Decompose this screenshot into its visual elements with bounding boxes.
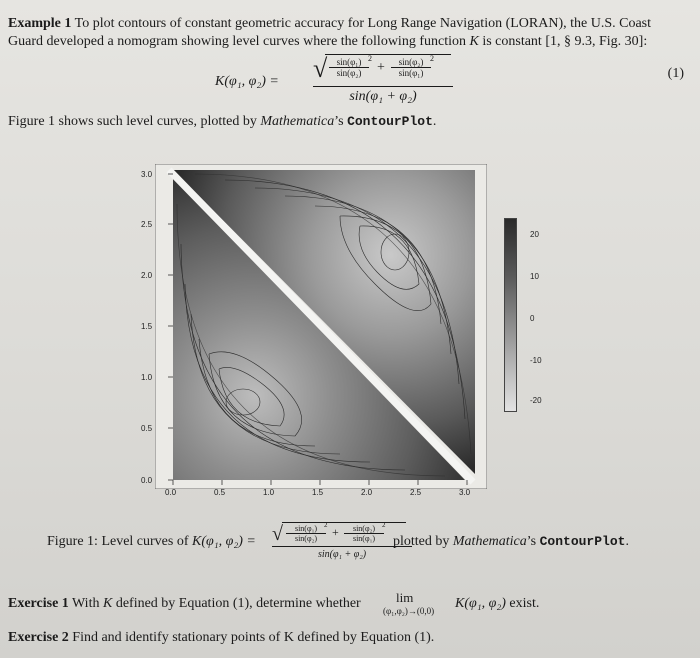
y-tick-2: 1.0 <box>141 373 153 382</box>
equation-1 <box>215 50 455 110</box>
caption-prefix <box>47 534 256 550</box>
y-tick-6: 3.0 <box>141 170 153 179</box>
inner-fraction-2-bottom: sin(φ₁) <box>398 68 424 78</box>
plus-sign: + <box>377 60 385 75</box>
exercise-1-k: K <box>102 596 113 611</box>
caption-text-a: Figure 1: Level curves of <box>47 534 193 549</box>
exercise-1-text-a: With <box>72 596 103 611</box>
caption-inner-2-top: sin(φ₂) <box>344 524 384 534</box>
caption-suffix <box>393 534 629 550</box>
x-tick-1: 0.5 <box>214 488 226 497</box>
equation-numerator <box>313 50 453 87</box>
example-k-symbol: K <box>469 34 479 49</box>
exponent-1: 2 <box>368 54 372 63</box>
example-text-1: To plot contours of constant geometric accuracy for Long Range Navigation (LORAN), the U.S. Coast <box>74 16 652 31</box>
caption-mathematica: Mathematica <box>452 534 527 549</box>
inner-fraction-1-top: sin(φ₁) <box>329 57 369 68</box>
caption-k: K(φ₁, φ₂) = <box>192 534 256 549</box>
figure-intro-text: Figure 1 shows such level curves, plotted by <box>8 114 261 129</box>
caption-inner-2-bottom: sin(φ₁) <box>352 534 376 543</box>
equation-denominator: sin(φ₁ + φ₂) <box>349 89 417 104</box>
caption-inner-1-bottom: sin(φ₂) <box>294 534 318 543</box>
exponent-2: 2 <box>430 54 434 63</box>
caption-exponent-1: 2 <box>324 521 328 529</box>
caption-inner-1-top: sin(φ₁) <box>286 524 326 534</box>
colorbar-tick-10: 10 <box>530 272 539 281</box>
example-text-2a: Guard developed a nomogram showing level curves where the following function <box>8 34 470 49</box>
y-tick-5: 2.5 <box>141 220 153 229</box>
example-line-2 <box>8 34 647 50</box>
figure-intro <box>8 114 436 130</box>
mathematica-name: Mathematica <box>260 114 335 129</box>
caption-plus-sign: + <box>332 525 339 539</box>
inner-fraction-1 <box>329 57 369 78</box>
caption-denominator: sin(φ₁ + φ₂) <box>317 549 367 560</box>
colorbar-tick-20: 20 <box>530 230 539 239</box>
exercise-1-label: Exercise 1 <box>8 596 69 611</box>
caption-numerator <box>272 520 412 547</box>
colorbar-tick-minus10: -10 <box>530 356 542 365</box>
y-tick-3: 1.5 <box>141 322 153 331</box>
exercise-1-text-d: exist. <box>505 596 540 611</box>
caption-text-b: plotted by <box>393 534 453 549</box>
exercise-2 <box>8 630 434 646</box>
exercise-1-k-expr: K(φ₁, φ₂) <box>455 596 506 611</box>
inner-fraction-2 <box>391 57 431 78</box>
caption-apostrophe: ’s <box>526 534 540 549</box>
colorbar-tick-0: 0 <box>530 314 535 323</box>
exercise-1 <box>8 596 361 612</box>
limit-subscript: (φ₁,φ₂)→(0,0) <box>383 606 435 616</box>
equation-lhs: K(φ₁, φ₂) = <box>215 74 279 89</box>
colorbar-tick-minus20: -20 <box>530 396 542 405</box>
y-tick-1: 0.5 <box>141 424 153 433</box>
inner-fraction-1-bottom: sin(φ₂) <box>336 68 362 78</box>
x-tick-0: 0.0 <box>165 488 177 497</box>
contour-plot <box>155 164 487 489</box>
contourplot-code: ContourPlot <box>347 114 433 129</box>
equation-fraction <box>313 50 453 105</box>
figure-intro-apostrophe: ’s <box>334 114 348 129</box>
equation-number: (1) <box>667 66 684 81</box>
y-tick-0: 0.0 <box>141 476 153 485</box>
caption-sqrt-bar <box>282 522 406 523</box>
exercise-2-label: Exercise 2 <box>8 630 69 645</box>
x-tick-6: 3.0 <box>459 488 471 497</box>
figure-intro-period: . <box>432 114 437 129</box>
caption-fraction <box>272 520 412 560</box>
example-line-1 <box>8 16 651 32</box>
x-tick-2: 1.0 <box>263 488 275 497</box>
caption-contourplot: ContourPlot <box>539 534 626 549</box>
limit-operator: lim <box>396 590 414 605</box>
caption-inner-fraction-1 <box>286 524 326 543</box>
caption-exponent-2: 2 <box>382 521 386 529</box>
y-tick-4: 2.0 <box>141 271 153 280</box>
exercise-2-text: Find and identify stationary points of K defined by Equation (1). <box>72 630 435 645</box>
example-label: Example 1 <box>8 16 72 31</box>
exercise-1-text-b: defined by Equation (1), determine whether <box>112 596 361 611</box>
inner-fraction-2-top: sin(φ₂) <box>391 57 431 68</box>
caption-period: . <box>625 534 629 549</box>
limit-expression <box>455 596 539 612</box>
x-tick-3: 1.5 <box>312 488 324 497</box>
sqrt-icon: √ <box>313 54 328 83</box>
example-text-2b: is constant [1, § 9.3, Fig. 30]: <box>478 34 648 49</box>
caption-inner-fraction-2 <box>344 524 384 543</box>
colorbar <box>504 218 517 412</box>
x-tick-4: 2.0 <box>361 488 373 497</box>
caption-sqrt-icon: √ <box>272 523 283 545</box>
x-tick-5: 2.5 <box>410 488 422 497</box>
